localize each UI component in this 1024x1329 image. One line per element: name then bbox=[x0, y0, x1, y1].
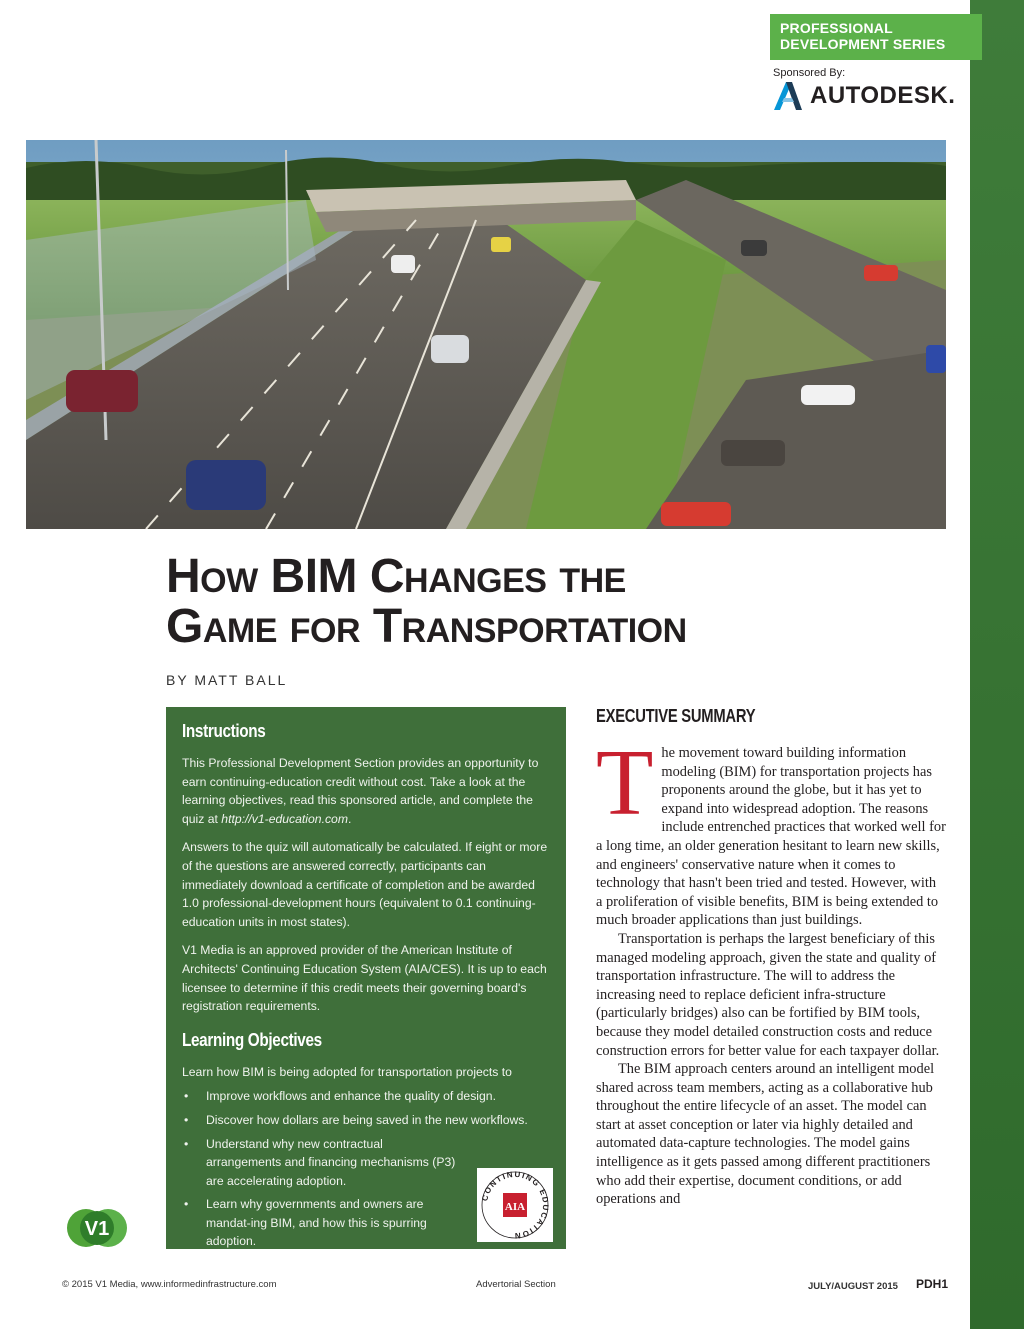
instructions-paragraph-2: Answers to the quiz will automatically be calculated. If eight or more of the questions are answered correctly, participants can immediately download a certificate of completion and be awarded 1.0 professional-development hours (equivalent to 0.1 continuing-education units in most states). bbox=[182, 840, 548, 929]
summary-paragraph-1 bbox=[596, 731, 946, 930]
objective-item: • Learn why governments and owners are mandat-ing BIM, and how this is spurring adoption. bbox=[182, 1195, 460, 1251]
summary-paragraph-3: The BIM approach centers around an intelligent model shared across team members, acting as a collaborative hub throughout the entire lifecycle of an asset. The model can start at asset conception or later via highly detailed and automated data-capture technologies. The model gains intelligence as it gets passed among different practitioners who add their expertise, document conditions, or add operations and bbox=[596, 1061, 935, 1208]
summary-paragraph-2: Transportation is perhaps the largest beneficiary of this managed modeling approach, given the state and quality of transportation infrastructure. The will to address the increasing need to replace deficient infra-structure (particularly bridges) also can be fortified by BIM tools, because they model detailed construction costs and reduce construction errors for better value for each taxpayer dollar. bbox=[596, 930, 940, 1059]
instructions-paragraph-1 bbox=[182, 754, 550, 828]
footer-section: Advertorial Section bbox=[476, 1279, 556, 1290]
seal-ring-text: CONTINUING EDUCATION bbox=[480, 1169, 551, 1241]
hero-image bbox=[26, 140, 946, 529]
instructions-p1-end: . bbox=[347, 811, 352, 826]
summary-p1-text: he movement toward building information modeling (BIM) for transportation projects has proponents around the globe, but it has yet to expand into widespread adoption. The reasons include entrenched practices that worked well for a long time, an older generation hesitant to learn new skills, and engineers' conservative nature when it comes to technology that hasn't been tried and tested. However, with a proliferation of visible benefits, BIM is being extended to much broader applications than just buildings. bbox=[596, 745, 946, 929]
series-tag bbox=[770, 14, 982, 60]
byline: BY MATT BALL bbox=[166, 672, 288, 688]
highway-rendering bbox=[26, 140, 946, 529]
footer-issue: JULY/AUGUST 2015 bbox=[808, 1281, 898, 1292]
executive-summary-body bbox=[596, 731, 946, 1209]
series-label-line2: DEVELOPMENT SERIES bbox=[780, 36, 946, 52]
autodesk-logo-icon bbox=[772, 80, 804, 112]
footer-copyright: © 2015 V1 Media, www.informedinfrastructure.com bbox=[62, 1279, 277, 1290]
instructions-paragraph-3: V1 Media is an approved provider of the American Institute of Architects' Continuing Education System (AIA/CES). It is up to each licensee to determine if this credit meets their governing board's registration requirements. bbox=[182, 943, 547, 1014]
title-line-1: How BIM Changes the bbox=[166, 550, 626, 603]
aia-ces-seal bbox=[477, 1168, 553, 1242]
sponsor-name: AUTODESK. bbox=[810, 82, 956, 109]
objectives-heading: Learning Objectives bbox=[182, 1029, 322, 1050]
drop-cap: T bbox=[596, 731, 654, 835]
v1-badge-text: V1 bbox=[84, 1218, 110, 1240]
objective-item: • Discover how dollars are being saved in the new workflows. bbox=[182, 1111, 550, 1130]
executive-summary-heading: EXECUTIVE SUMMARY bbox=[596, 706, 756, 726]
objective-item: • Improve workflows and enhance the quality of design. bbox=[182, 1087, 550, 1106]
series-label-line1: PROFESSIONAL bbox=[780, 20, 893, 36]
sponsored-by-label: Sponsored By: bbox=[773, 67, 846, 79]
objective-item: • Understand why new contractual arrangements and financing mechanisms (P3) are accelerating adoption. bbox=[182, 1135, 460, 1191]
instructions-p1-text: This Professional Development Section provides an opportunity to earn continuing-education credit without cost. Take a look at the learning objectives, read this sponsored article, and complete the quiz at bbox=[182, 756, 539, 826]
aia-seal-icon bbox=[477, 1168, 553, 1242]
right-green-rail bbox=[970, 0, 1024, 1329]
article-title bbox=[166, 552, 866, 652]
footer-page-number: PDH1 bbox=[916, 1277, 949, 1291]
seal-center-text: AIA bbox=[504, 1201, 526, 1213]
v1-badge-icon bbox=[66, 1200, 128, 1256]
quiz-link[interactable]: http://v1-education.com bbox=[221, 811, 348, 826]
title-line-2: Game for Transportation bbox=[166, 600, 687, 653]
instructions-heading: Instructions bbox=[182, 721, 266, 741]
sponsor-logo bbox=[772, 80, 955, 112]
objectives-lead: Learn how BIM is being adopted for transportation projects to bbox=[182, 1064, 512, 1079]
